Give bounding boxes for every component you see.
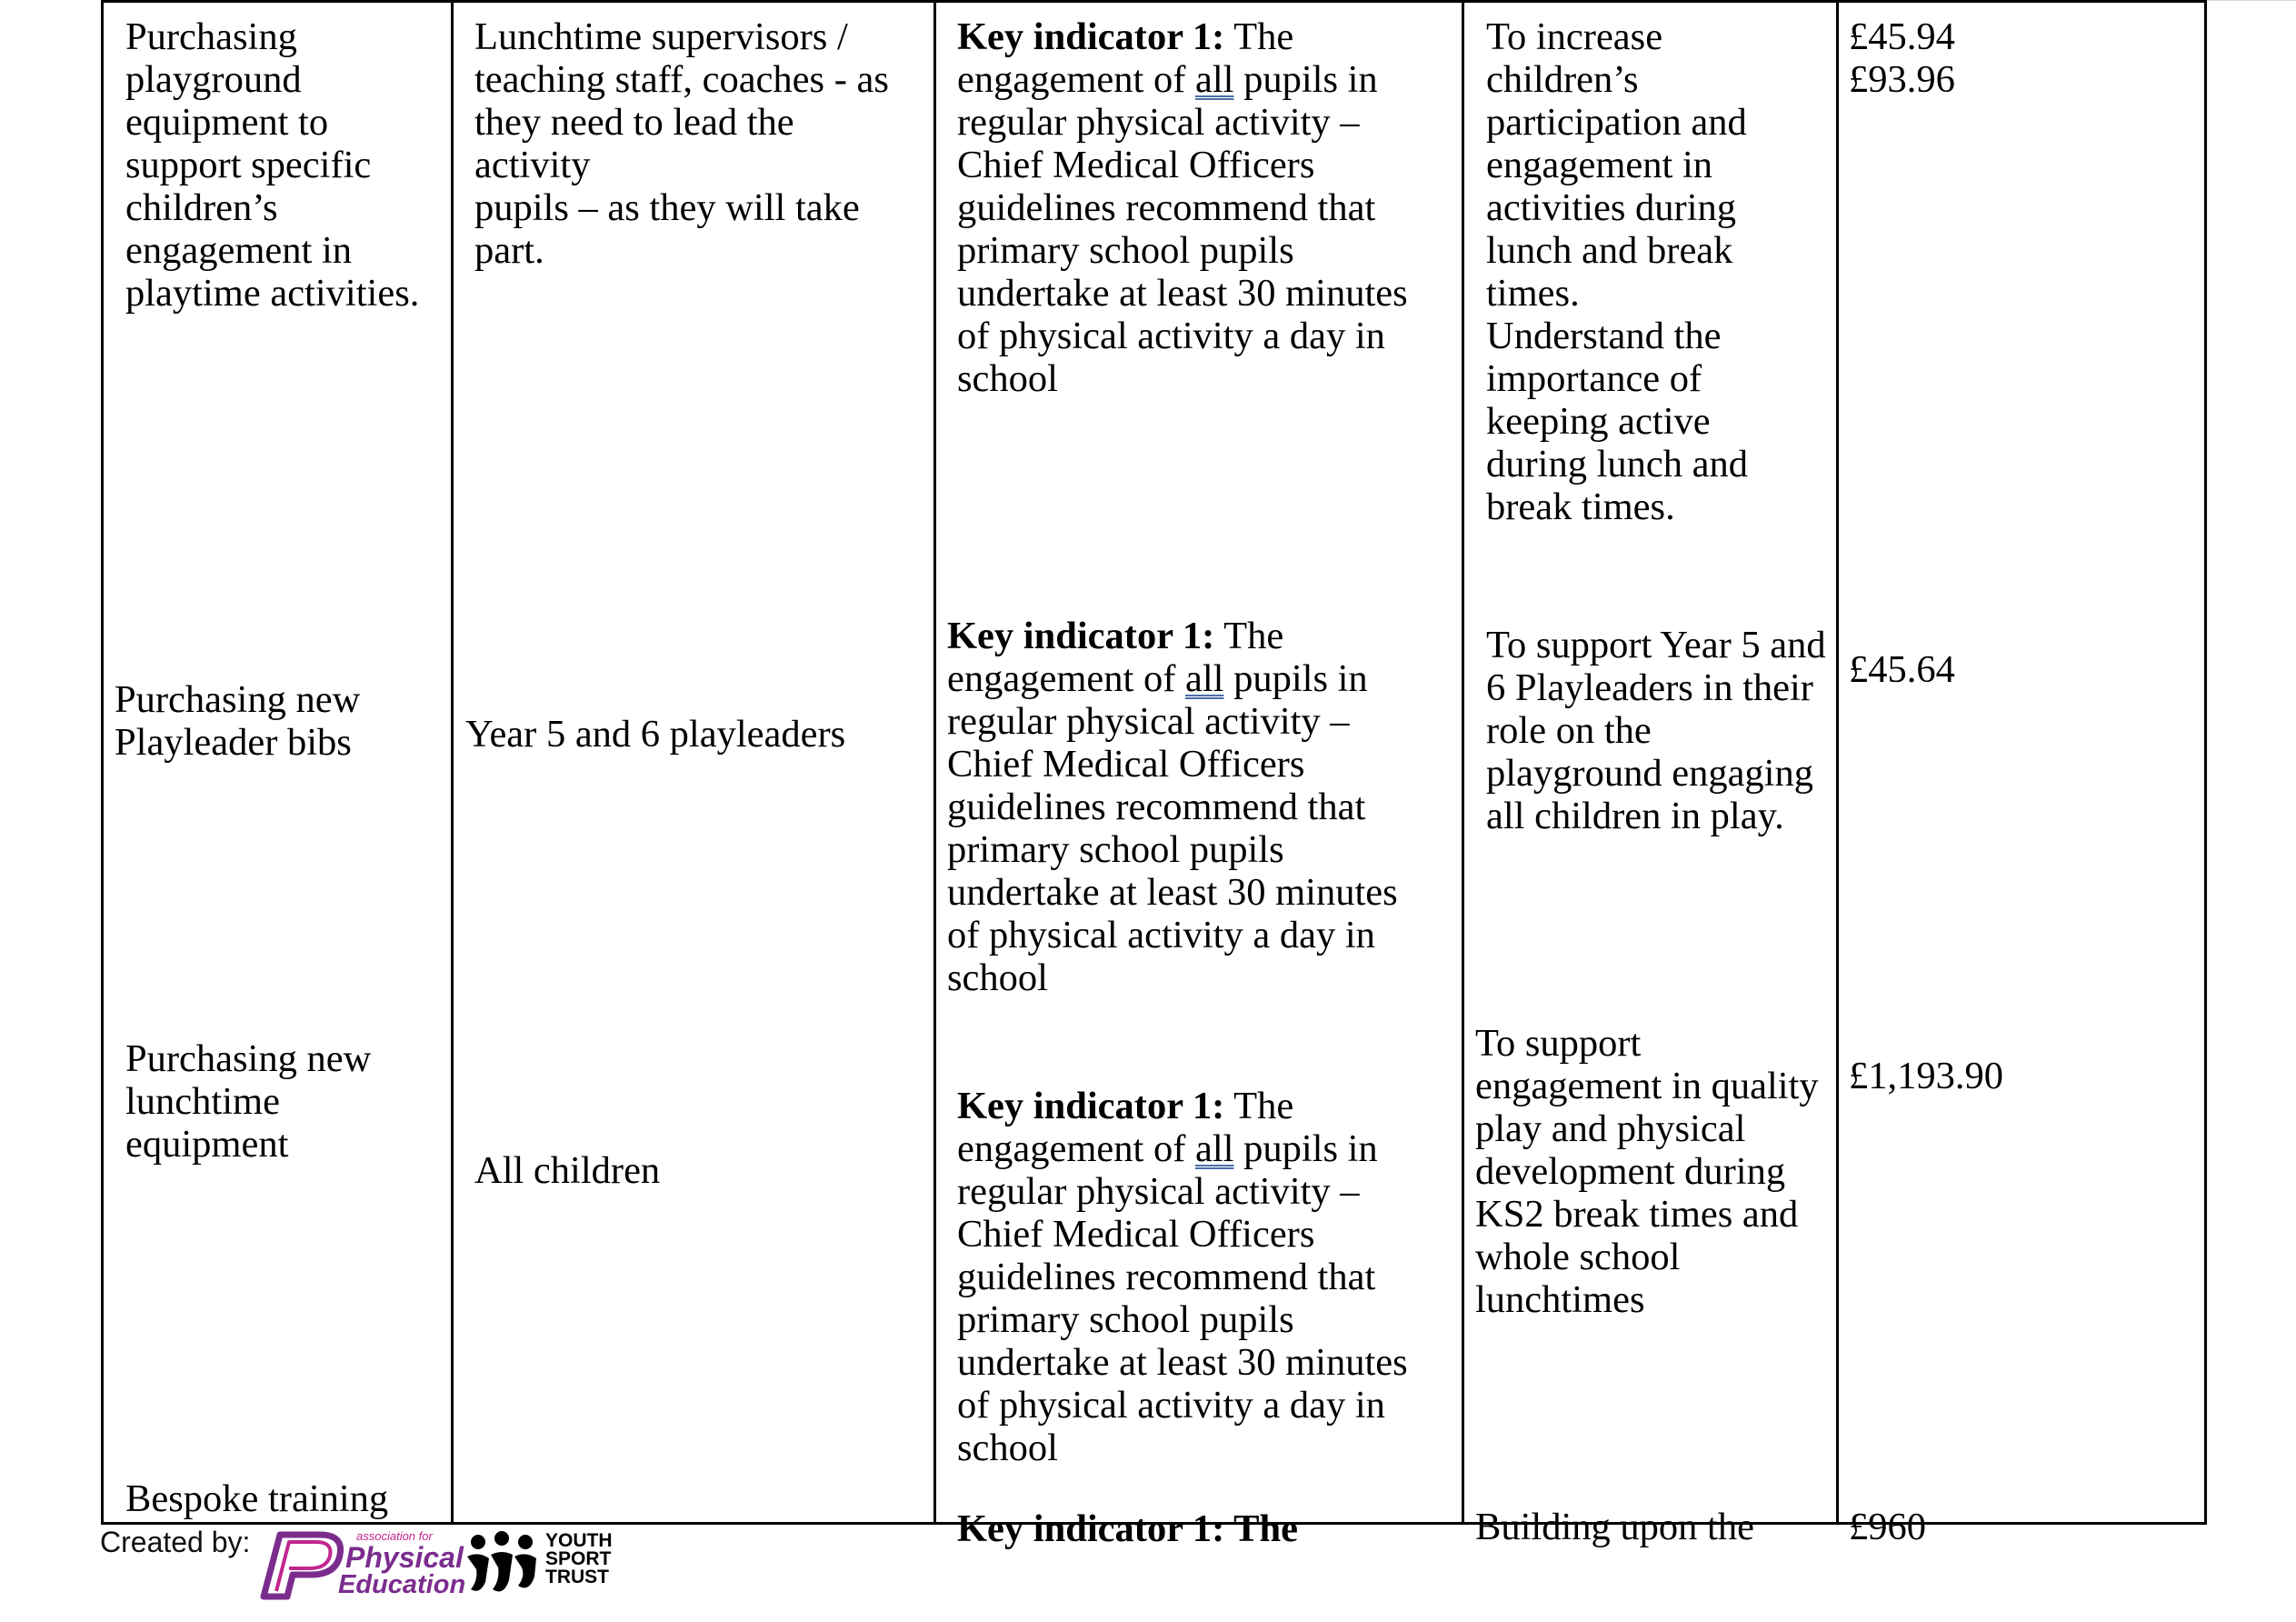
key-indicator-underlined: all (1194, 58, 1234, 101)
row2-impact: To support Year 5 and 6 Playleaders in their role on the playground engaging all children in play. (1486, 624, 1826, 837)
row2-activity: Purchasing new Playleader bibs (115, 678, 361, 764)
row1-cost: £45.94 £93.96 (1849, 15, 1955, 101)
table-border-right (2204, 0, 2207, 1525)
key-indicator-label: Key indicator 1: (957, 15, 1225, 58)
afpe-logo-line3: Education (338, 1570, 466, 1599)
row4-cost-partial: £960 (1849, 1506, 1926, 1548)
key-indicator-text: The engagement of (957, 1085, 1294, 1170)
row3-who: All children (474, 1149, 661, 1192)
key-indicator-underlined: all (1194, 1127, 1234, 1170)
key-indicator-text: pupils in regular physical activity – Chief Medical Officers guidelines recommend that primary school pupils undertake at least 30 minutes of physical activity a day in school (957, 58, 1408, 400)
key-indicator-text: The engagement of (947, 615, 1284, 700)
row4-impact-partial: Building upon the (1475, 1506, 1754, 1548)
row1-impact: To increase children’s participation and engagement in activities during lunch and break times. Understand the importance of keeping active during lunch and break times. (1486, 15, 1748, 528)
key-indicator-label: Key indicator 1: (947, 615, 1215, 657)
row1-activity: Purchasing playground equipment to support specific children’s engagement in playtime activities. (125, 15, 420, 315)
row4-key-indicator-partial: Key indicator 1: The (957, 1507, 1299, 1550)
table-border-top (101, 0, 2207, 3)
afpe-logo-line1: association for (356, 1529, 433, 1543)
key-indicator-text: The engagement of (957, 15, 1294, 101)
row3-impact: To support engagement in quality play and physical development during KS2 break times and whole school lunchtimes (1475, 1022, 1819, 1321)
column-divider-2 (933, 0, 936, 1525)
created-by-label: Created by: (100, 1526, 251, 1558)
key-indicator-underlined: all (1184, 657, 1224, 700)
column-divider-1 (451, 0, 454, 1525)
row2-who: Year 5 and 6 playleaders (465, 713, 846, 756)
row4-activity: Bespoke training (125, 1477, 389, 1520)
row2-cost: £45.64 (1849, 648, 1955, 691)
afpe-logo-line2: Physical (345, 1541, 464, 1574)
key-indicator-label: Key indicator 1: (957, 1085, 1225, 1127)
key-indicator-text: pupils in regular physical activity – Chief Medical Officers guidelines recommend that primary school pupils undertake at least 30 minutes of physical activity a day in school (957, 1127, 1408, 1469)
row3-key-indicator (957, 1085, 1466, 1469)
table-border-left (101, 0, 104, 1525)
page-edge-line (2205, 0, 2296, 1)
row1-who: Lunchtime supervisors / teaching staff, coaches - as they need to lead the activity pupils – as they will take part. (474, 15, 889, 272)
row1-key-indicator (957, 15, 1466, 400)
key-indicator-text: pupils in regular physical activity – Chief Medical Officers guidelines recommend that primary school pupils undertake at least 30 minutes of physical activity a day in school (947, 657, 1398, 999)
page-footer (100, 1520, 736, 1622)
row3-cost: £1,193.90 (1849, 1055, 2003, 1097)
column-divider-4 (1836, 0, 1839, 1525)
row3-activity: Purchasing new lunchtime equipment (125, 1037, 372, 1166)
youth-sport-trust-wordmark: YOUTH SPORT TRUST (545, 1530, 613, 1587)
row2-key-indicator (947, 615, 1456, 999)
